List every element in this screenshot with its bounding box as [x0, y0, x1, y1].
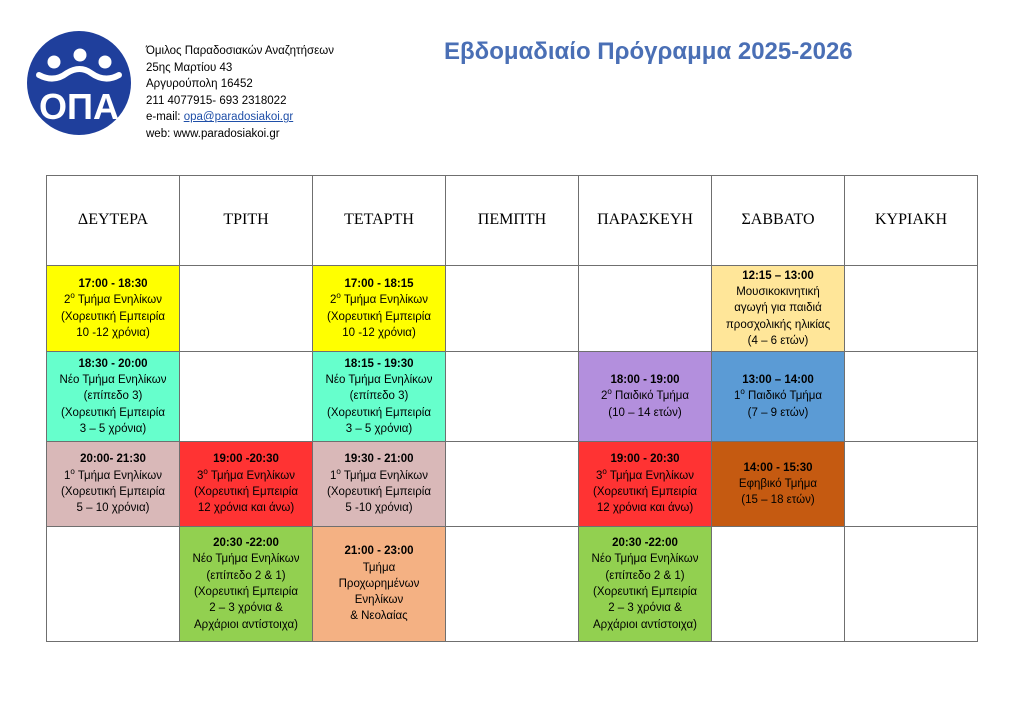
class-slot	[47, 266, 180, 352]
class-description-line: 5 – 10 χρόνια)	[76, 502, 150, 515]
class-description-line: 12 χρόνια και άνω)	[596, 502, 694, 515]
class-description-line: (επίπεδο 3)	[349, 390, 409, 403]
empty-slot	[446, 352, 579, 442]
empty-slot	[446, 442, 579, 527]
class-description-line: Αρχάριοι αντίστοιχα)	[593, 618, 697, 631]
logo-icon	[27, 31, 131, 135]
class-description-line: $2^o$ Τμήμα Ενηλίκων	[64, 291, 162, 307]
organization-info	[146, 43, 334, 143]
schedule-row	[47, 352, 978, 442]
schedule-row	[47, 266, 978, 352]
class-description-line: 10 -12 χρόνια)	[342, 326, 416, 339]
class-time: 21:00 - 23:00	[344, 545, 414, 558]
class-description-line: $3^o$ Τμήμα Ενηλίκων	[197, 466, 295, 482]
empty-slot	[579, 266, 712, 352]
class-time: 17:00 - 18:30	[78, 277, 148, 290]
class-description-line: (επίπεδο 2 & 1)	[605, 569, 685, 582]
empty-slot	[180, 266, 313, 352]
class-description-line: 3 – 5 χρόνια)	[79, 422, 147, 435]
class-slot	[712, 352, 845, 442]
org-phone: 211 4077915- 693 2318022	[146, 94, 287, 107]
class-description-line: Νέο Τμήμα Ενηλίκων	[192, 553, 300, 566]
class-description-line: & Νεολαίας	[350, 610, 408, 623]
class-description-line: 3 – 5 χρόνια)	[345, 422, 413, 435]
class-description-line: (4 – 6 ετών)	[747, 334, 809, 347]
org-web: web: www.paradosiakoi.gr	[146, 127, 280, 140]
class-description-line: (10 – 14 ετών)	[608, 406, 682, 419]
class-time: 17:00 - 18:15	[344, 277, 414, 290]
class-description-line: 5 -10 χρόνια)	[345, 502, 413, 515]
class-time: 12:15 – 13:00	[742, 269, 814, 282]
class-time: 20:30 -22:00	[612, 537, 678, 550]
empty-slot	[845, 442, 978, 527]
class-description-line: Νέο Τμήμα Ενηλίκων	[591, 553, 699, 566]
class-slot	[313, 352, 446, 442]
class-slot	[579, 352, 712, 442]
class-description-line: προσχολικής ηλικίας	[725, 318, 831, 331]
class-description-line: (15 – 18 ετών)	[741, 494, 815, 507]
class-time: 20:00- 21:30	[80, 453, 146, 466]
class-slot	[579, 442, 712, 527]
class-description-line: (επίπεδο 3)	[83, 390, 143, 403]
class-time: 18:15 - 19:30	[344, 357, 414, 370]
email-link[interactable]: opa@paradosiakoi.gr	[183, 111, 294, 124]
class-time: 20:30 -22:00	[213, 537, 279, 550]
class-slot	[47, 352, 180, 442]
class-time: 14:00 - 15:30	[743, 461, 813, 474]
class-slot	[47, 442, 180, 527]
empty-slot	[446, 266, 579, 352]
day-header: ΤΕΤΑΡΤΗ	[313, 176, 446, 266]
class-description-line: (Χορευτική Εμπειρία	[327, 310, 431, 323]
class-description-line: $2^o$ Παιδικό Τμήμα	[601, 387, 689, 403]
class-description-line: 2 – 3 χρόνια &	[608, 602, 682, 615]
class-time: 18:30 - 20:00	[78, 357, 148, 370]
empty-slot	[845, 352, 978, 442]
class-description-line: Εφηβικό Τμήμα	[738, 477, 818, 490]
class-description-line: Ενηλίκων	[354, 594, 404, 607]
class-slot	[712, 442, 845, 527]
empty-slot	[47, 527, 180, 642]
schedule-row	[47, 442, 978, 527]
class-description-line: (Χορευτική Εμπειρία	[593, 486, 697, 498]
class-slot	[180, 442, 313, 527]
class-slot	[313, 266, 446, 352]
day-header: ΤΡΙΤΗ	[180, 176, 313, 266]
opa-logo	[27, 31, 131, 135]
class-description-line: Νέο Τμήμα Ενηλίκων	[325, 374, 433, 387]
class-time: 19:00 - 20:30	[610, 453, 680, 466]
class-description-line: (7 – 9 ετών)	[747, 406, 809, 419]
class-slot	[313, 442, 446, 527]
empty-slot	[712, 527, 845, 642]
org-address: 25ης Μαρτίου 43	[146, 61, 233, 74]
class-description-line: (Χορευτική Εμπειρία	[327, 406, 431, 419]
class-description-line: (επίπεδο 2 & 1)	[206, 569, 286, 582]
class-description-line: $2^o$ Τμήμα Ενηλίκων	[330, 291, 428, 307]
class-time: 19:30 - 21:00	[344, 453, 414, 466]
class-description-line: Προχωρημένων	[338, 577, 420, 590]
class-description-line: 12 χρόνια και άνω)	[197, 502, 295, 515]
logo-text: ΟΠΑ	[39, 86, 119, 127]
class-description-line: (Χορευτική Εμπειρία	[61, 486, 165, 498]
day-header: ΚΥΡΙΑΚΗ	[845, 176, 978, 266]
page-title: Εβδομαδιαίο Πρόγραμμα 2025-2026	[444, 38, 853, 65]
class-description-line: (Χορευτική Εμπειρία	[194, 486, 298, 498]
class-description-line: (Χορευτική Εμπειρία	[194, 586, 298, 598]
class-description-line: (Χορευτική Εμπειρία	[327, 486, 431, 498]
class-description-line: (Χορευτική Εμπειρία	[61, 310, 165, 323]
day-header: ΠΑΡΑΣΚΕΥΗ	[579, 176, 712, 266]
empty-slot	[180, 352, 313, 442]
class-description-line: Τμήμα	[362, 561, 396, 574]
day-header: ΔΕΥΤΕΡΑ	[47, 176, 180, 266]
class-description-line: αγωγή για παιδιά	[734, 302, 822, 315]
class-description-line: Αρχάριοι αντίστοιχα)	[194, 618, 298, 631]
org-city: Αργυρούπολη 16452	[146, 78, 253, 91]
schedule-row	[47, 527, 978, 642]
day-header: ΠΕΜΠΤΗ	[446, 176, 579, 266]
org-name: Όμιλος Παραδοσιακών Αναζητήσεων	[146, 45, 334, 57]
class-description-line: 2 – 3 χρόνια &	[209, 602, 283, 615]
class-time: 13:00 – 14:00	[742, 374, 814, 387]
email-label: e-mail:	[146, 111, 184, 124]
class-description-line: Μουσικοκινητική	[736, 286, 820, 299]
weekly-schedule-table	[46, 175, 978, 642]
class-time: 18:00 - 19:00	[610, 374, 680, 387]
empty-slot	[845, 527, 978, 642]
class-description-line: 10 -12 χρόνια)	[76, 326, 150, 339]
class-time: 19:00 -20:30	[213, 453, 279, 466]
class-slot	[579, 527, 712, 642]
class-description-line: $1^o$ Παιδικό Τμήμα	[734, 387, 822, 403]
class-slot	[313, 527, 446, 642]
class-description-line: (Χορευτική Εμπειρία	[61, 406, 165, 419]
empty-slot	[446, 527, 579, 642]
class-slot	[712, 266, 845, 352]
class-slot	[180, 527, 313, 642]
day-header-row	[47, 176, 978, 266]
class-description-line: (Χορευτική Εμπειρία	[593, 586, 697, 598]
org-email-line	[146, 109, 334, 126]
day-header: ΣΑΒΒΑΤΟ	[712, 176, 845, 266]
class-description-line: Νέο Τμήμα Ενηλίκων	[59, 374, 167, 387]
class-description-line: $1^o$ Τμήμα Ενηλίκων	[64, 466, 162, 482]
class-description-line: $3^o$ Τμήμα Ενηλίκων	[596, 466, 694, 482]
class-description-line: $1^o$ Τμήμα Ενηλίκων	[330, 466, 428, 482]
empty-slot	[845, 266, 978, 352]
